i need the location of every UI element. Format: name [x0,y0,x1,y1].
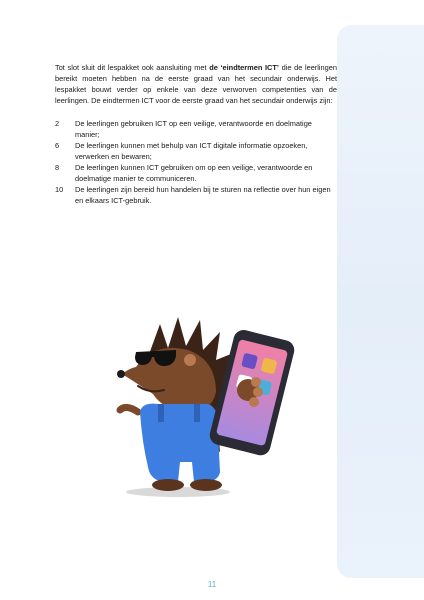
ict-terms-list [55,118,337,206]
term-number: 8 [55,163,60,172]
hedgehog-mascot-illustration [108,312,298,502]
intro-paragraph [55,62,337,106]
term-number: 6 [55,141,60,150]
term-number: 2 [55,119,60,128]
ear [184,354,196,366]
intro-text-start: Tot slot sluit dit lespakket ook aansluiting met [55,63,210,72]
left-foot [152,479,184,491]
page-number: 11 [207,580,217,589]
intro-bold-term: de ‘eindtermen ICT’ [209,63,279,72]
page-content [55,62,337,206]
term-text: De leerlingen kunnen met behulp van ICT digitale informatie opzoeken, verwerken en bewaren; [75,141,308,161]
nose-icon [117,370,125,378]
side-panel [337,25,424,578]
term-text: De leerlingen zijn bereid hun handelen bij te sturen na reflectie over hun eigen en elkaars ICT-gebruik. [75,185,331,205]
list-item [55,162,337,184]
term-text: De leerlingen gebruiken ICT op een veilige, verantwoorde en doelmatige manier; [75,119,312,139]
overalls [140,404,220,482]
left-arm [120,407,138,412]
intro-text-end: die de leerlingen bereikt moeten hebben na de eerste graad van het secundair onderwijs. Het lespakket bouwt verder op enkele van deze verworven competenties van de leerlingen. De eindtermen ICT voor de eerste graad van het secundair onderwijs zijn: [55,63,337,105]
list-item [55,184,337,206]
list-item [55,140,337,162]
overall-strap [158,404,164,422]
term-number: 10 [55,185,64,194]
right-foot [190,479,222,491]
list-item [55,118,337,140]
overall-strap [194,404,200,422]
term-text: De leerlingen kunnen ICT gebruiken om op een veilige, verantwoorde en doelmatige manier te communiceren. [75,163,313,183]
